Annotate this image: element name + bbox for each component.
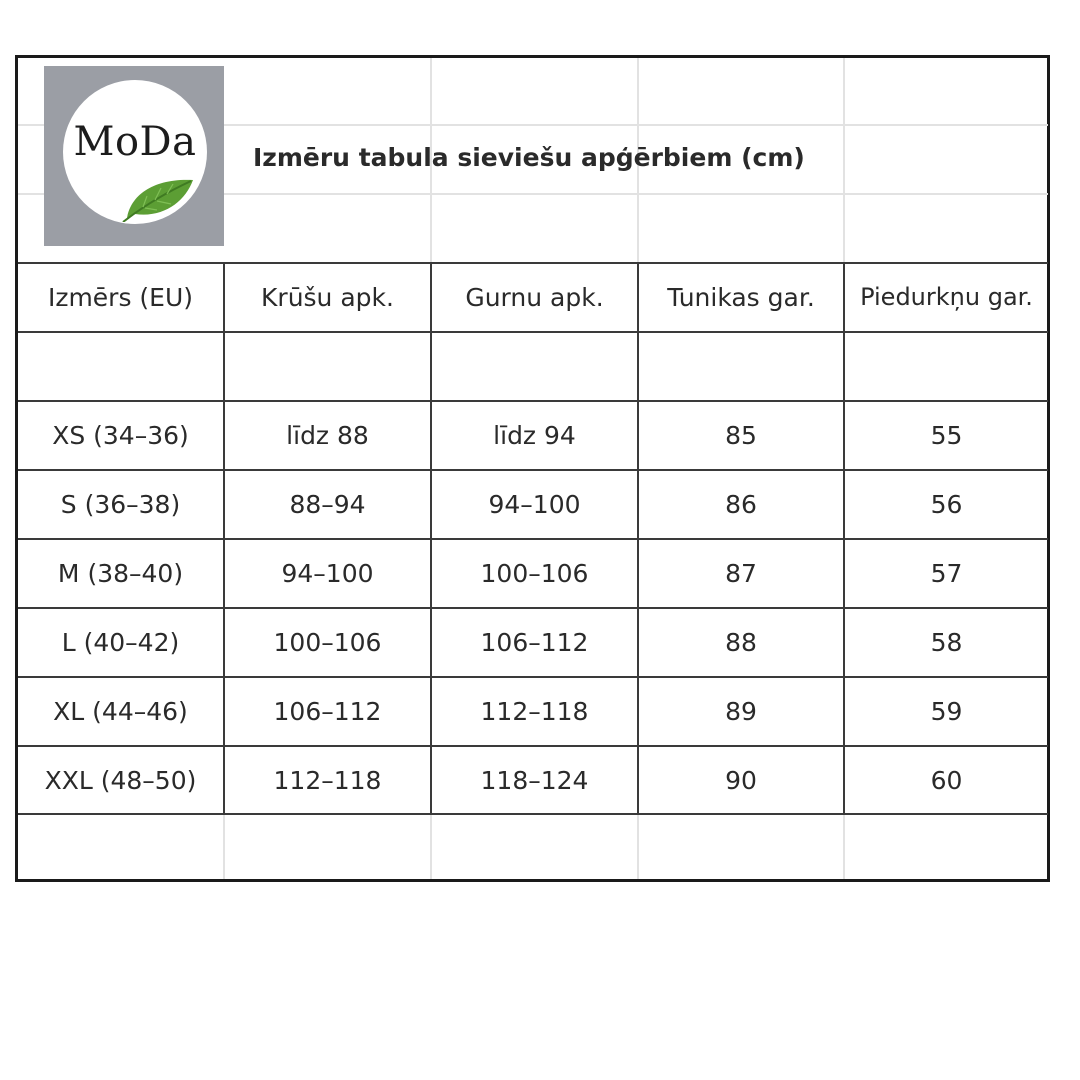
grid-line xyxy=(843,815,845,879)
table-cell: 112–118 xyxy=(480,696,589,726)
column-header-size: Izmērs (EU) xyxy=(47,282,194,312)
table-cell: S (36–38) xyxy=(60,489,181,519)
table-cell: 89 xyxy=(725,696,757,726)
table-cell: 88–94 xyxy=(289,489,366,519)
table-cell: līdz 94 xyxy=(493,420,576,450)
table-cell: 86 xyxy=(725,489,757,519)
grid-line xyxy=(430,815,432,879)
table-cell: M (38–40) xyxy=(57,558,184,588)
leaf-icon xyxy=(121,174,195,222)
table-cell: 106–112 xyxy=(480,627,589,657)
grid-line xyxy=(223,815,225,879)
grid-line xyxy=(637,815,639,879)
table-cell: XXL (48–50) xyxy=(44,765,197,795)
table-cell: 57 xyxy=(930,558,963,588)
table-cell: XL (44–46) xyxy=(53,696,188,726)
grid-line xyxy=(843,58,845,262)
table-cell: 100–106 xyxy=(480,558,589,588)
table-cell: 58 xyxy=(930,627,963,657)
column-header-tunic-length: Tunikas gar. xyxy=(667,282,815,312)
column-header-sleeve-length: Piedurkņu gar. xyxy=(860,283,1033,311)
table-cell: 112–118 xyxy=(273,765,382,795)
table-cell: 87 xyxy=(725,558,757,588)
table-cell: 85 xyxy=(725,420,757,450)
table-border xyxy=(18,331,1048,333)
table-cell: 94–100 xyxy=(281,558,374,588)
table-cell: 94–100 xyxy=(488,489,581,519)
table-cell: XS (34–36) xyxy=(52,420,189,450)
table-cell: 90 xyxy=(725,765,757,795)
table-cell: 118–124 xyxy=(480,765,589,795)
table-cell: L (40–42) xyxy=(61,627,180,657)
column-header-bust: Krūšu apk. xyxy=(261,282,394,312)
table-cell: 100–106 xyxy=(273,627,382,657)
logo-circle xyxy=(63,80,207,224)
page-title: Izmēru tabula sieviešu apģērbiem (cm) xyxy=(253,143,805,172)
table-cell: 88 xyxy=(725,627,757,657)
table-cell: līdz 88 xyxy=(286,420,369,450)
table-cell: 56 xyxy=(930,489,963,519)
column-header-hips: Gurnu apk. xyxy=(465,282,604,312)
moda-logo xyxy=(44,66,224,246)
logo-brand-text: MoDa xyxy=(73,119,197,165)
table-cell: 60 xyxy=(930,765,963,795)
table-cell: 106–112 xyxy=(273,696,382,726)
table-cell: 55 xyxy=(930,420,963,450)
table-cell: 59 xyxy=(930,696,963,726)
